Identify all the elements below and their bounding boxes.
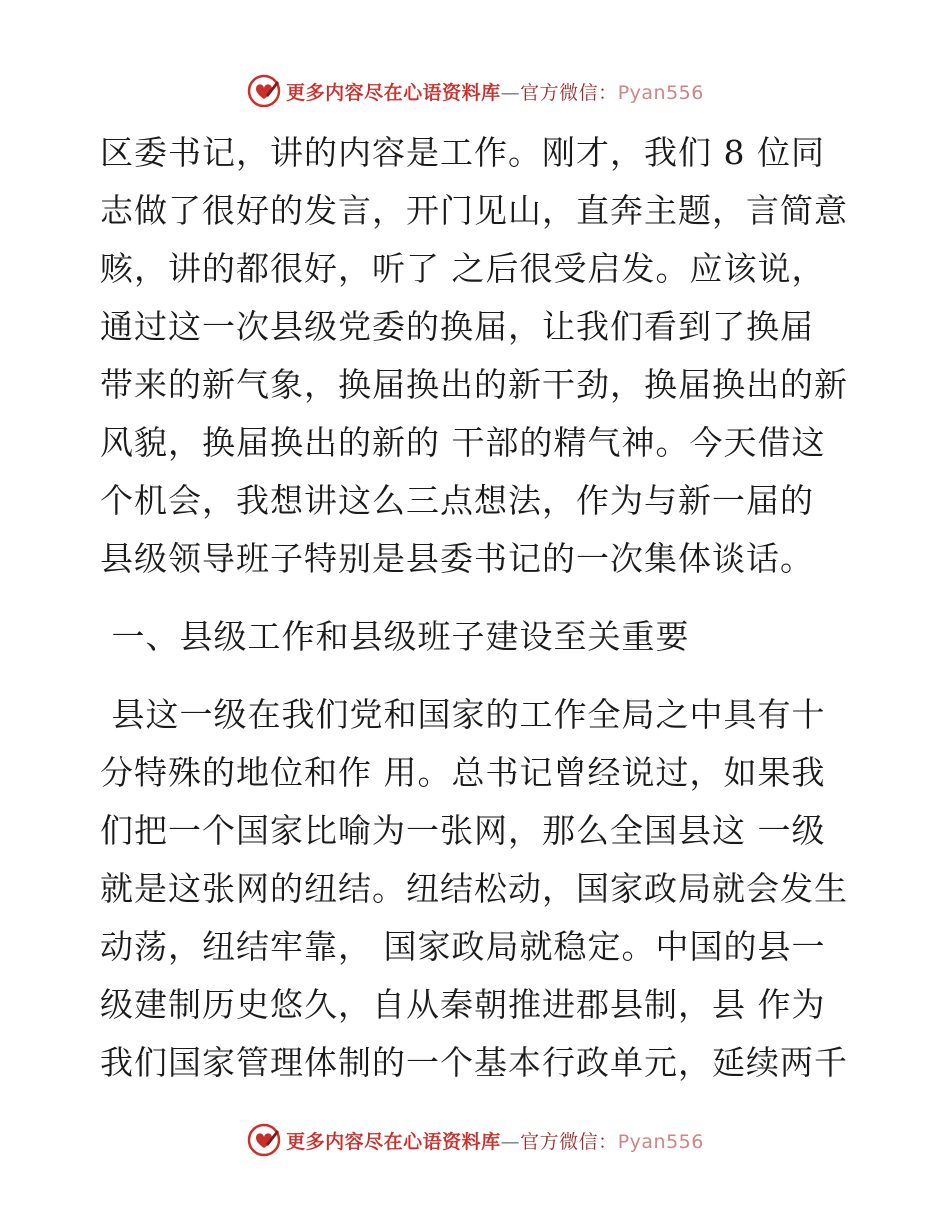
footer-watermark-banner: [0, 1120, 950, 1160]
heart-pen-logo-icon: [246, 73, 282, 109]
text-line: 我们国家管理体制的一个基本行政单元，延续两千: [100, 1043, 848, 1082]
wechat-id: Pyan556: [617, 81, 704, 104]
wechat-label: 官方微信：: [520, 81, 618, 104]
watermark-text: [286, 1127, 704, 1154]
watermark-text: [286, 78, 704, 105]
document-body: [100, 124, 860, 1092]
text-line: 区委书记，讲的内容是工作。刚才，我们 8 位同: [100, 133, 825, 172]
separator: —: [500, 81, 521, 104]
text-line: 赅，讲的都很好，听了 之后很受启发。应该说，: [100, 249, 826, 288]
text-line: 志做了很好的发言，开门见山，直奔主题，言简意: [100, 191, 848, 230]
text-line: 动荡，纽结牢靠， 国家政局就稳定。中国的县一: [100, 927, 826, 966]
text-line: 分特殊的地位和作 用。总书记曾经说过，如果我: [100, 753, 826, 792]
wechat-label: 官方微信：: [520, 1130, 618, 1153]
text-line: 就是这张网的纽结。纽结松动，国家政局就会发生: [100, 869, 848, 908]
wechat-id: Pyan556: [617, 1130, 704, 1153]
separator: —: [500, 1130, 521, 1153]
text-line: 带来的新气象，换届换出的新干劲，换届换出的新: [100, 365, 848, 404]
text-line: 们把一个国家比喻为一张网，那么全国县这 一级: [100, 811, 826, 850]
text-line: 个机会，我想讲这么三点想法，作为与新一届的: [100, 481, 814, 520]
library-name: 更多内容尽在心语资料库: [286, 1130, 501, 1153]
heart-pen-logo-icon: [246, 1122, 282, 1158]
section-heading: [100, 608, 860, 666]
header-watermark-banner: [0, 71, 950, 111]
paragraph-body: [100, 686, 860, 1092]
text-line: 县这一级在我们党和国家的工作全局之中具有十: [100, 695, 826, 734]
text-line: 级建制历史悠久，自从秦朝推进郡县制，县 作为: [100, 985, 826, 1024]
library-name: 更多内容尽在心语资料库: [286, 81, 501, 104]
text-line: 通过这一次县级党委的换届，让我们看到了换届: [100, 307, 814, 346]
text-line: 风貌，换届换出的新的 干部的精气神。今天借这: [100, 423, 826, 462]
heading-line: 一、县级工作和县级班子建设至关重要: [100, 617, 690, 656]
text-line: 县级领导班子特别是县委书记的一次集体谈话。: [100, 539, 814, 578]
paragraph-intro: [100, 124, 860, 588]
